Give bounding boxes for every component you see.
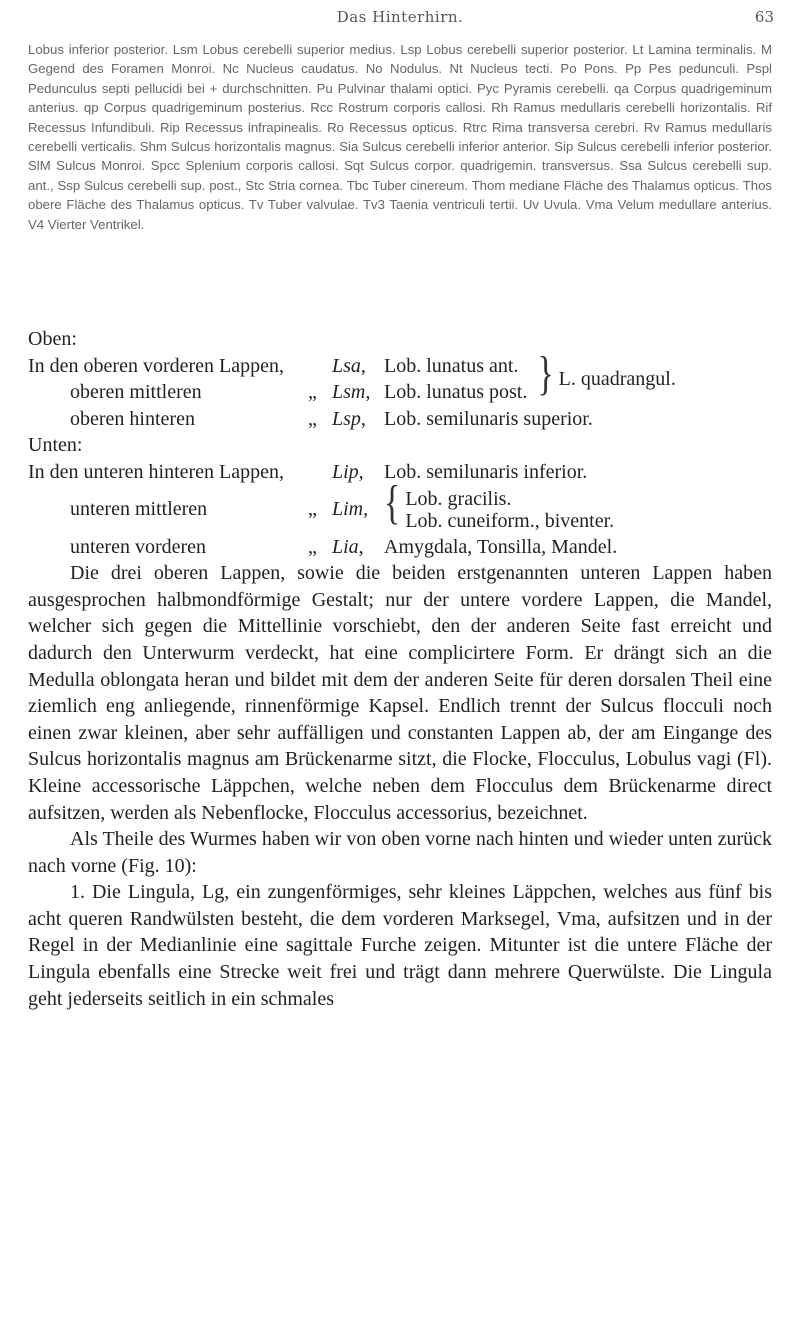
lobe-name: Lob. semilunaris inferior. bbox=[384, 460, 588, 483]
brace-mark: { bbox=[384, 477, 401, 530]
lobe-name: Lob. semilunaris superior. bbox=[384, 407, 593, 430]
region: In den unteren hinteren Lappen, bbox=[28, 460, 285, 483]
upper-lobes-table bbox=[28, 348, 676, 433]
lobe-row bbox=[28, 406, 676, 433]
lobe-abbr: Lsa, bbox=[332, 354, 366, 377]
lobe-row bbox=[28, 353, 676, 380]
lobe-row bbox=[28, 459, 617, 486]
lower-lobes-table bbox=[28, 459, 617, 560]
lobe-row bbox=[28, 486, 617, 534]
lobe-abbr: Lip, bbox=[332, 460, 364, 483]
ditto-mark bbox=[308, 459, 332, 486]
paragraph: 1. Die Lingula, Lg, ein zungenförmiges, sehr kleines Läppchen, welches aus fünf bis acht queren Randwülsten besteht, die dem vorderen Marksegel, Vma, aufsitzen und in der Regel in der Medianlinie eine sagittale Furche zeigen. Mitunter ist die untere Fläche der Lingula ebenfalls eine Strecke weit frei und trägt dann mehrere Querwülste. Die Lingula geht jederseits seitlich in ein schmales bbox=[28, 881, 772, 1010]
lobe-name: Lob. gracilis. bbox=[405, 487, 512, 510]
lobe-name: Lob. cuneiform., biventer. bbox=[405, 509, 615, 532]
quadrangular-group bbox=[527, 348, 676, 406]
ditto-mark: „ bbox=[308, 535, 317, 558]
lobe-name: Lob. lunatus ant. bbox=[384, 354, 519, 377]
unten-heading: Unten: bbox=[28, 434, 83, 457]
region: In den oberen vorderen Lappen, bbox=[28, 354, 284, 377]
lobe-name-group bbox=[384, 477, 617, 534]
running-header bbox=[0, 8, 800, 30]
lobe-name: Lob. lunatus post. bbox=[384, 381, 528, 404]
region: unteren mittleren bbox=[70, 498, 208, 521]
oben-heading: Oben: bbox=[28, 328, 77, 350]
ditto-mark: „ bbox=[308, 407, 317, 430]
ditto-mark: „ bbox=[308, 498, 317, 521]
paragraph: Als Theile des Wurmes haben wir von oben vorne nach hinten und wieder unten zurück nach vorne (Fig. 10): bbox=[28, 828, 772, 877]
figure-legend: Lobus inferior posterior. Lsm Lobus cerebelli superior medius. Lsp Lobus cerebelli superior posterior. Lt Lamina terminalis. M Gegend des Foramen Monroi. Nc Nucleus caudatus. No Nodulus. Nt Nucleus tecti. Po Pons. Pp Pes pedunculi. Pspl Pedunculus septi pellucidi bei + durchschnitten. Pu Pulvinar thalami optici. Pyc Pyramis cerebelli. qa Corpus quadrigeminum anterius. qp Corpus quadrigeminum posterius. Rcc Rostrum corporis callosi. Rh Ramus medullaris cerebelli horizontalis. Rif Recessus Infundibuli. Rip Recessus infrapinealis. Ro Recessus opticus. Rtrc Rima transversa cerebri. Rv Ramus medullaris cerebelli verticalis. Shm Sulcus horizontalis magnus. Sia Sulcus cerebelli inferior anterior. Sip Sulcus cerebelli inferior posterior. SlM Sulcus Monroi. Spcc Splenium corporis callosi. Sqt Sulcus corpor. quadrigemin. transversus. Ssa Sulcus cerebelli sup. ant., Ssp Sulcus cerebelli sup. post., Stc Stria cornea. Tbc Tuber cinereum. Thom mediane Fläche des Thalamus opticus. Thos obere Fläche des Thalamus opticus. Tv Tuber valvulae. Tv3 Taenia ventriculi tertii. Uv Uvula. Vma Velum medullare anterius. V4 Vierter Ventrikel. bbox=[28, 42, 772, 232]
group-label: L. quadrangul. bbox=[558, 368, 676, 391]
lobe-row bbox=[28, 534, 617, 561]
region: oberen hinteren bbox=[70, 407, 195, 430]
lobe-abbr: Lim, bbox=[332, 498, 369, 521]
lobe-abbr: Lsp, bbox=[332, 407, 366, 430]
ditto-mark bbox=[308, 353, 332, 380]
paragraph: Die drei oberen Lappen, sowie die beiden erstgenannten unteren Lappen haben ausgesprochen halbmondförmige Gestalt; nur der untere vordere Lappen, die Mandel, welcher sich gegen die Mittellinie vorschiebt, den der anderen Seite fast erreicht und dadurch den Unterwurm verdeckt, hat eine complicirtere Form. Er drängt sich an die Medulla oblongata heran und bildet mit dem der anderen Seite für deren dorsalen Theil eine ziemlich eng anliegende, rinnenförmige Kapsel. Endlich trennt der Sulcus flocculi noch einen zwar kleinen, aber sehr auffälligen und constanten Lappen ab, der am Eingange des Sulcus horizontalis magnus am Brückenarme sitzt, die Flocke, Flocculus, Lobulus vagi (Fl). Kleine accessorische Läppchen, welche neben dem Flocculus dem Brückenarme direct aufsitzen, werden als Nebenflocke, Flocculus accessorius, bezeichnet. bbox=[28, 562, 772, 824]
lobe-abbr: Lia, bbox=[332, 535, 364, 558]
lobe-abbr: Lsm, bbox=[332, 381, 371, 404]
ditto-mark: „ bbox=[308, 381, 317, 404]
brace-mark: } bbox=[537, 348, 554, 401]
running-title: Das Hinterhirn. bbox=[336, 8, 464, 26]
main-text bbox=[28, 326, 772, 1012]
region: unteren vorderen bbox=[70, 535, 207, 558]
lobe-name: Amygdala, Tonsilla, Mandel. bbox=[384, 535, 618, 558]
page-number: 63 bbox=[754, 8, 774, 26]
region: oberen mittleren bbox=[70, 381, 202, 404]
